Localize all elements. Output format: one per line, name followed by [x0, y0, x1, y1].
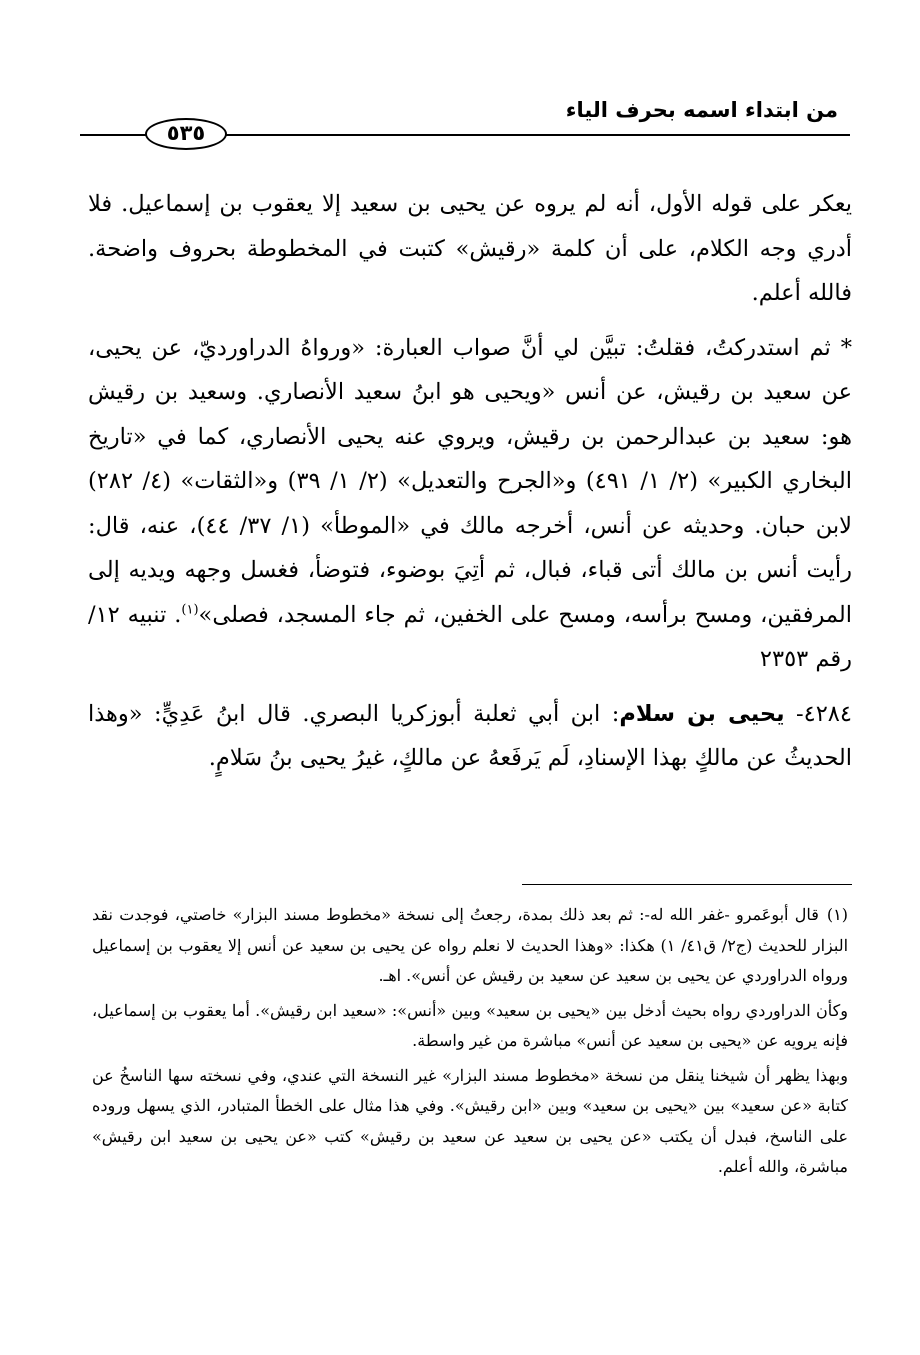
footnote-1-para-1: قال أبوعَمرو -غفر الله له-: ثم بعد ذلك بمدة، رجعتُ إلى نسخة «مخطوط مسند البزار» خاصتي، فوجدت نقد البزار للحديث (ج٢/ ق٤١/ ١) هكذا: «وهذا الحديث لا نعلم رواه عن يحيى بن سعيد عن أنس إلا يعقوب بن إسماعيل ورواه الدراوردي عن يحيى بن سعيد عن سعيد بن رقيش عن أنس». اهـ. — [92, 905, 849, 985]
running-head: من ابتداء اسمه بحرف الياء — [565, 98, 838, 122]
footnote-rule — [522, 884, 852, 885]
entry-number: ٤٢٨٤- — [784, 700, 852, 727]
main-text — [88, 182, 852, 781]
page-number: ٥٣٥ — [145, 118, 227, 150]
entry-name: يحيى بن سلام — [619, 700, 785, 727]
paragraph-2 — [88, 326, 852, 682]
footnote-1 — [92, 900, 848, 992]
footnote-reference: (١) — [181, 602, 199, 617]
paragraph-2-text: * ثم استدركتُ، فقلتُ: تبيَّن لي أنَّ صواب العبارة: «ورواهُ الدراورديّ، عن يحيى، عن سعيد بن رقيش، عن أنس «ويحيى هو ابنُ سعيد الأنصاري. وسعيد بن رقيش هو: سعيد بن عبدالرحمن بن رقيش، ويروي عنه يحيى الأنصاري، كما في «تاريخ البخاري الكبير» (٢/ ١/ ٤٩١) و«الجرح والتعديل» (٢/ ١/ ٣٩) و«الثقات» (٤/ ٢٨٢) لابن حبان. وحديثه عن أنس، أخرجه مالك في «الموطأ» (١/ ٣٧/ ٤٤)، عنه، قال: رأيت أنس بن مالك أتى قباء، فبال، ثم أتِيَ بوضوء، فتوضأ، فغسل وجهه ويديه إلى المرفقين، ومسح برأسه، ومسح على الخفين، ثم جاء المسجد، فصلى» — [88, 334, 853, 628]
footnote-number: (١) — [826, 905, 848, 924]
entry-4284 — [88, 692, 852, 781]
entry-text: : ابن أبي ثعلبة أبوزكريا البصري. قال ابنُ عَدِيٍّ: «وهذا الحديثُ عن مالكٍ بهذا الإسنادِ، لَم يَرفَعهُ عن مالكٍ، غيرُ يحيى بنُ سَلامٍ. — [88, 700, 852, 771]
footnote-1-para-3: وبهذا يظهر أن شيخنا ينقل من نسخة «مخطوط مسند البزار» غير النسخة التي عندي، وفي نسخته سها الناسخُ عن كتابة «عن سعيد» بين «يحيى بن سعيد» وبين «ابن رقيش». وفي هذا مثال على الخطأ المتبادر، الذي يسهل وروده على الناسخ، فبدل أن يكتب «عن يحيى بن سعيد عن سعيد بن رقيش» كتب «عن يحيى بن سعيد ابن رقيش» مباشرة، والله أعلم. — [92, 1065, 848, 1176]
footnotes — [92, 900, 848, 1183]
paragraph-1: يعكر على قوله الأول، أنه لم يروه عن يحيى بن سعيد إلا يعقوب بن إسماعيل. فلا أدري وجه الكلام، على أن كلمة «رقيش» كتبت في المخطوطة بحروف واضحة. فالله أعلم. — [88, 191, 852, 306]
footnote-1-para-2: وكأن الدراوردي رواه بحيث أدخل بين «يحيى بن سعيد» وبين «أنس»: «سعيد ابن رقيش». أما يعقوب بن إسماعيل، فإنه يرويه عن «يحيى بن سعيد عن أنس» مباشرة من غير واسطة. — [92, 1000, 848, 1050]
paragraph-2-tail: . تنبيه ١٢/ رقم ٢٣٥٣ — [88, 601, 852, 672]
